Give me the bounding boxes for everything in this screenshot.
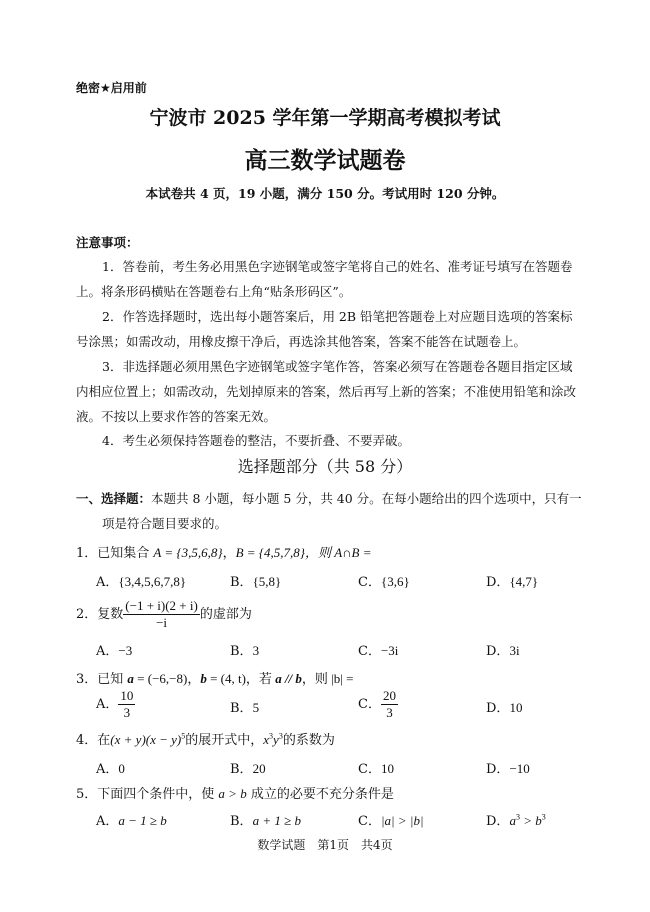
expansion-expression: (x + y)(x − y) [110,732,182,747]
q4-option-b[interactable] [230,758,266,777]
question-number: 5． [76,787,98,802]
exponent: 3 [515,812,520,822]
part-intro [76,486,586,536]
option-label: B． [230,762,253,777]
q4-option-d[interactable] [486,758,530,777]
term-x-exponent: 3 [269,731,274,741]
option-label: A． [96,762,119,777]
q3-option-d[interactable] [486,697,522,716]
vector-b-value: = (4, t)，若 [206,671,276,686]
option-text: 3i [509,643,520,658]
fraction-numerator: 10 [120,688,134,703]
option-label: A． [96,697,119,712]
option-label: C． [358,575,381,590]
option-text: {3,4,5,6,7,8} [118,574,187,589]
part-lead: 一、选择题： [76,491,152,506]
option-label: B． [230,644,253,659]
expression-exponent: 5 [181,731,186,741]
question-text: 复数 [97,607,124,622]
option-fraction [118,688,135,721]
question-5 [76,783,394,802]
question-text-post: ，则 |b| = [301,671,354,686]
question-text-post: 的系数为 [282,733,335,748]
term-y-exponent: 3 [278,731,283,741]
option-text: 10 [509,700,523,715]
option-text: −3i [380,643,399,658]
part-text-1: 本题共 8 小题，每小题 5 分，共 40 分。在每小题给出的四个选项中，只有一 [151,491,582,506]
option-text: {5,8} [252,574,282,589]
q5-option-b[interactable] [230,810,301,829]
option-text: −3 [118,643,133,658]
question-1 [76,542,372,561]
q5-option-d[interactable] [486,810,546,829]
question-4 [76,729,335,748]
option-text: 3 [252,643,260,658]
q2-option-d[interactable] [486,640,520,659]
inequality-condition: a > b [218,786,247,801]
q3-option-a[interactable] [96,688,135,721]
option-text: a [509,813,516,828]
exponent: 3 [541,812,546,822]
separator: ， [222,546,236,561]
q4-option-a[interactable] [96,758,125,777]
option-label: B． [230,814,253,829]
option-label: D． [486,814,510,829]
q3-option-c[interactable] [358,688,398,721]
fraction-denominator: 3 [386,705,393,720]
question-text: 在 [97,733,111,748]
q5-option-a[interactable] [96,810,167,829]
fraction-numerator: (−1 + i)(2 + i) [125,598,198,613]
section-title: 选择题部分（共 58 分） [237,457,413,476]
notice-heading: 注意事项： [76,235,139,250]
option-label: A． [96,814,119,829]
fraction-numerator: 20 [382,688,396,703]
exam-title: 宁波市 2025 学年第一学期高考模拟考试 [149,107,501,129]
q2-option-b[interactable] [230,640,259,659]
q2-option-a[interactable] [96,640,132,659]
parallel-condition: a // b [275,671,302,686]
option-text: 10 [380,761,394,776]
option-text: −10 [509,761,530,776]
part-intro-line-1 [76,486,586,511]
option-label: A． [96,644,119,659]
complex-fraction [123,598,200,631]
term-x: x [263,732,270,747]
set-b: B = {4,5,7,8} [235,545,305,560]
option-text: |a| > |b| [380,813,424,828]
option-label: B． [230,575,253,590]
q4-option-c[interactable] [358,758,394,777]
q1-option-a[interactable] [96,571,186,590]
notice-item-4: 4．考生必须保持答题卷的整洁，不要折叠、不要弄破。 [102,433,410,448]
term-y: y [273,732,279,747]
question-number: 4． [76,733,98,748]
option-text: a − 1 ≥ b [118,813,167,828]
q5-option-c[interactable] [358,810,424,829]
option-label: C． [358,814,381,829]
vector-a: a [127,671,134,686]
secret-mark: 绝密★启用前 [76,81,147,95]
option-text: {3,6} [380,574,410,589]
option-label: D． [486,575,510,590]
question-text-mid: 的展开式中， [185,733,264,748]
option-label: C． [358,644,381,659]
paper-subtitle: 高三数学试题卷 [244,148,406,174]
option-label: D． [486,644,510,659]
option-text: {4,7} [509,574,539,589]
question-text-post: 成立的必要不充分条件是 [246,787,394,802]
fraction-denominator: −i [156,615,168,630]
set-a: A = {3,5,6,8} [153,545,223,560]
option-label: C． [358,762,381,777]
exam-info: 本试卷共 4 页，19 小题，满分 150 分。考试用时 120 分钟。 [145,186,505,201]
question-3 [76,668,353,687]
q1-option-d[interactable] [486,571,538,590]
q1-option-c[interactable] [358,571,410,590]
question-text: 已知集合 [97,546,154,561]
option-label: D． [486,762,510,777]
option-text: 0 [118,761,125,776]
question-text-post: 的虚部为 [199,607,252,622]
part-text-2: 项是符合题目要求的。 [102,516,228,531]
notice-item-2: 2．作答选择题时，选出每小题答案后，用 2B 铅笔把答题卷上对应题目选项的答案标号涂黑；如需改动，用橡皮擦干净后，再选涂其他答案，答案不能答在试题卷上。 [76,309,573,349]
question-2 [76,598,252,631]
option-label: C． [358,697,381,712]
vector-a-value: = (−6,−8)， [133,671,201,686]
notice-item-3: 3．非选择题必须用黑色字迹钢笔或签字笔作答，答案必须写在答题卷各题目指定区域内相应位置上；如需改动，先划掉原来的答案，然后再写上新的答案；不准使用铅笔和涂改液。不按以上要求作答的答案无效。 [76,359,577,424]
notice-item-1: 1．答卷前，考生务必用黑色字迹钢笔或签字笔将自己的姓名、准考证号填写在答题卷上。将条形码横贴在答题卷右上角“贴条形码区”。 [76,259,573,299]
option-text: a + 1 ≥ b [252,813,301,828]
fraction-denominator: 3 [123,705,131,720]
question-number: 1． [76,546,98,561]
option-text: 20 [252,761,266,776]
vector-b: b [200,671,207,686]
question-number: 3． [76,672,98,687]
page-footer: 数学试题 第1页 共4页 [257,838,393,852]
q3-option-b[interactable] [230,697,259,716]
q2-option-c[interactable] [358,640,398,659]
option-label: B． [230,701,253,716]
question-text-post: ，则 A∩B = [304,545,372,560]
option-fraction [381,688,398,721]
question-text: 下面四个条件中，使 [97,787,219,802]
q1-option-b[interactable] [230,571,281,590]
option-label: D． [486,701,510,716]
option-text: 5 [252,700,260,715]
option-text-mid: > b [519,813,542,828]
question-number: 2． [76,607,98,622]
option-label: A． [96,575,119,590]
question-text: 已知 [97,672,128,687]
